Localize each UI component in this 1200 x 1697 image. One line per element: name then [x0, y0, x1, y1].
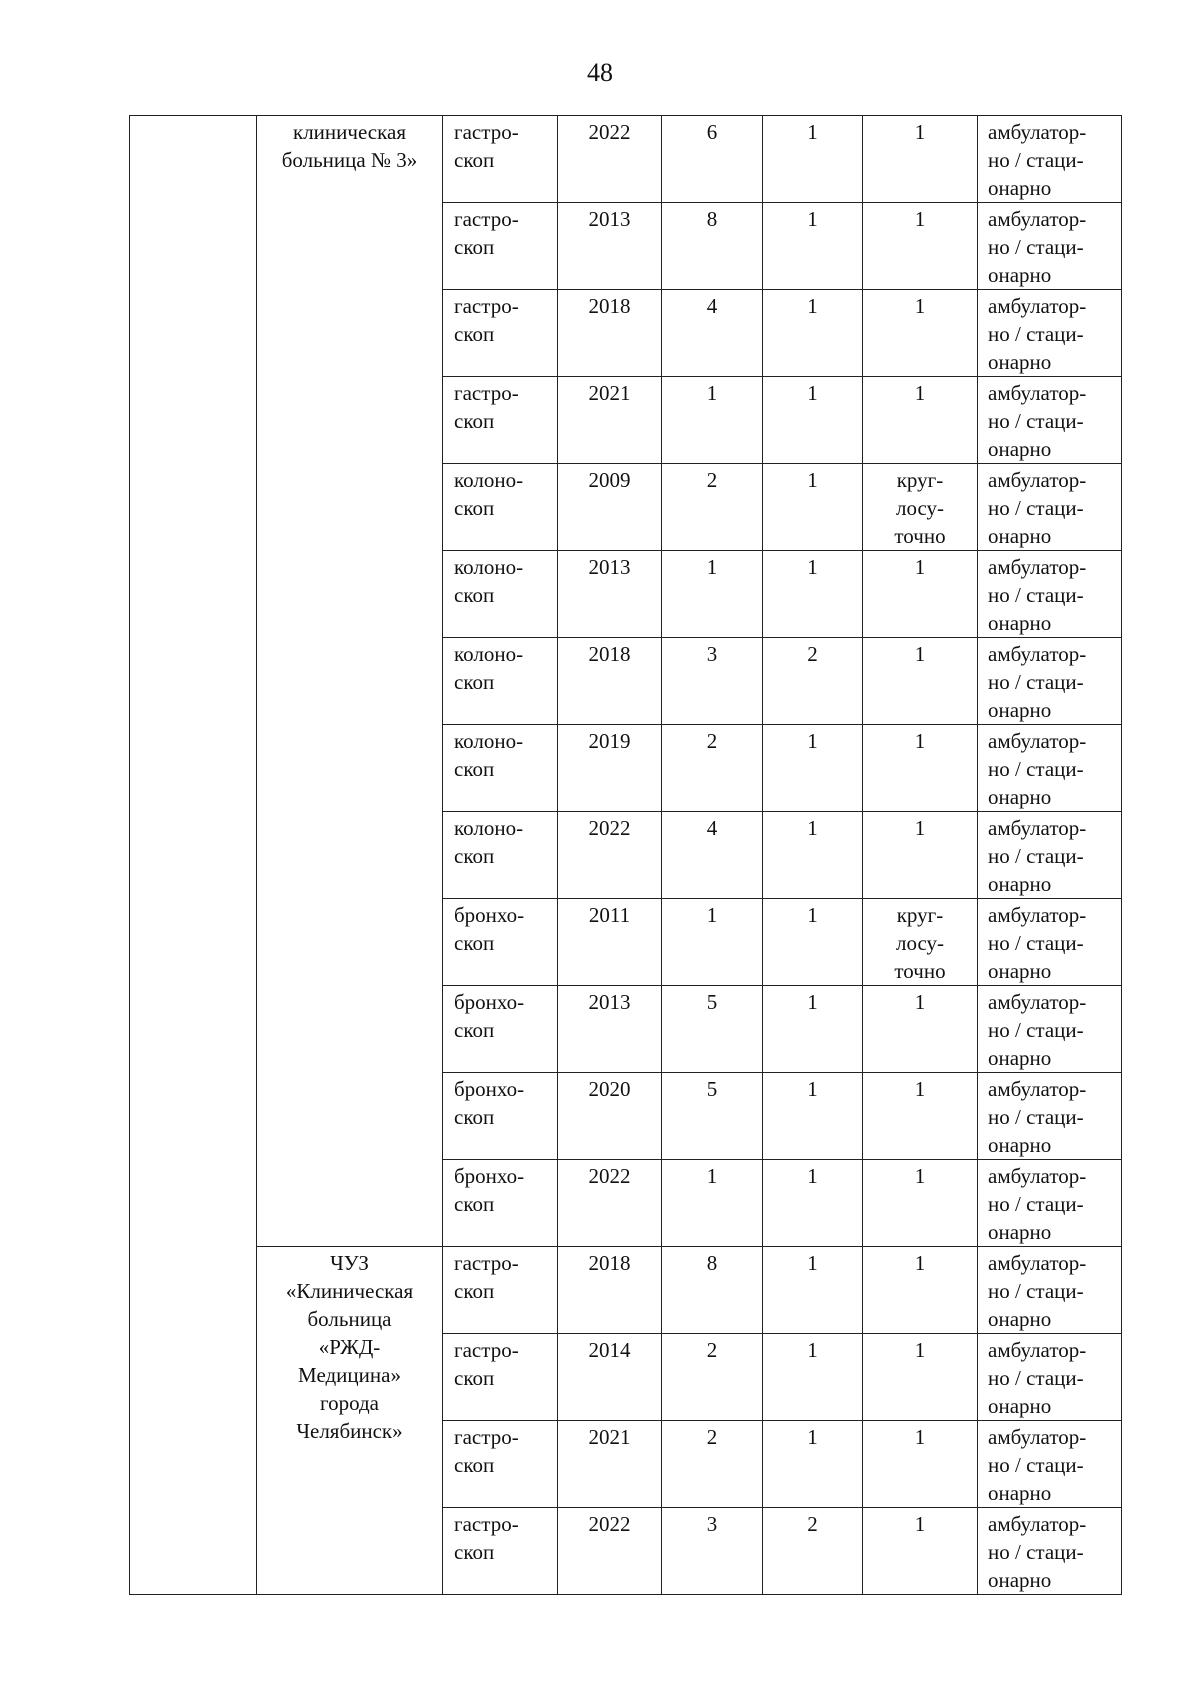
schedule-cell	[863, 203, 978, 290]
device-cell	[443, 203, 558, 290]
device-cell-text: колоно- скоп	[454, 729, 524, 781]
mode-cell	[978, 290, 1122, 377]
quantity-cell-text: 2	[706, 1425, 718, 1449]
year-cell-text: 2013	[588, 990, 631, 1014]
quantity-cell-text: 5	[706, 1077, 718, 1101]
schedule-cell-text: 1	[914, 207, 926, 231]
value-cell	[763, 899, 863, 986]
quantity-cell	[662, 1073, 763, 1160]
year-cell-text: 2009	[588, 468, 631, 492]
value-cell-text: 1	[807, 990, 818, 1014]
mode-cell-text: амбулатор- но / стаци- онарно	[988, 1338, 1087, 1418]
schedule-cell	[863, 812, 978, 899]
device-cell	[443, 812, 558, 899]
mode-cell-text: амбулатор- но / стаци- онарно	[988, 1251, 1087, 1331]
year-cell	[558, 1421, 662, 1508]
schedule-cell-text: круг- лосу- точно	[894, 903, 946, 983]
mode-cell-text: амбулатор- но / стаци- онарно	[988, 816, 1087, 896]
year-cell	[558, 986, 662, 1073]
mode-cell-text: амбулатор- но / стаци- онарно	[988, 468, 1087, 548]
value-cell-text: 1	[807, 381, 818, 405]
mode-cell	[978, 1421, 1122, 1508]
device-cell-text: гастро- скоп	[454, 207, 519, 259]
device-cell	[443, 725, 558, 812]
schedule-cell-text: 1	[914, 1164, 926, 1188]
schedule-cell	[863, 464, 978, 551]
schedule-cell	[863, 1160, 978, 1247]
year-cell	[558, 1160, 662, 1247]
page-number: 48	[587, 58, 613, 87]
mode-cell	[978, 812, 1122, 899]
quantity-cell	[662, 1247, 763, 1334]
schedule-cell-text: 1	[914, 1512, 926, 1536]
schedule-cell	[863, 986, 978, 1073]
quantity-cell-text: 3	[706, 1512, 718, 1536]
mode-cell-text: амбулатор- но / стаци- онарно	[988, 1512, 1087, 1592]
device-cell	[443, 1247, 558, 1334]
year-cell-text: 2018	[588, 294, 631, 318]
mode-cell	[978, 986, 1122, 1073]
value-cell-text: 2	[807, 642, 818, 666]
mode-cell-text: амбулатор- но / стаци- онарно	[988, 903, 1087, 983]
year-cell-text: 2021	[588, 1425, 631, 1449]
mode-cell	[978, 1508, 1122, 1595]
quantity-cell-text: 5	[706, 990, 718, 1014]
value-cell	[763, 1421, 863, 1508]
value-cell	[763, 986, 863, 1073]
year-cell-text: 2022	[588, 120, 631, 144]
device-cell	[443, 638, 558, 725]
value-cell	[763, 725, 863, 812]
device-cell-text: колоно- скоп	[454, 555, 524, 607]
schedule-cell	[863, 1508, 978, 1595]
quantity-cell	[662, 464, 763, 551]
schedule-cell	[863, 551, 978, 638]
device-cell	[443, 377, 558, 464]
year-cell-text: 2022	[588, 1164, 631, 1188]
value-cell-text: 1	[807, 1425, 818, 1449]
mode-cell	[978, 464, 1122, 551]
value-cell-text: 1	[807, 1338, 818, 1362]
year-cell-text: 2018	[588, 1251, 631, 1275]
device-cell-text: бронхо- скоп	[454, 1164, 525, 1216]
device-cell	[443, 116, 558, 203]
device-cell	[443, 290, 558, 377]
organization-name: клиническая больница № 3»	[281, 120, 418, 172]
device-cell-text: гастро- скоп	[454, 120, 519, 172]
device-cell	[443, 464, 558, 551]
device-cell	[443, 1508, 558, 1595]
mode-cell	[978, 1334, 1122, 1421]
value-cell-text: 1	[807, 903, 818, 927]
value-cell	[763, 1508, 863, 1595]
device-cell	[443, 1421, 558, 1508]
schedule-cell	[863, 377, 978, 464]
equipment-table	[129, 115, 1122, 1595]
value-cell	[763, 203, 863, 290]
value-cell-text: 1	[807, 1077, 818, 1101]
year-cell	[558, 899, 662, 986]
mode-cell	[978, 203, 1122, 290]
year-cell	[558, 1247, 662, 1334]
value-cell	[763, 116, 863, 203]
quantity-cell	[662, 1160, 763, 1247]
quantity-cell-text: 2	[706, 468, 718, 492]
quantity-cell-text: 1	[706, 555, 718, 579]
device-cell-text: колоно- скоп	[454, 468, 524, 520]
year-cell	[558, 203, 662, 290]
value-cell	[763, 812, 863, 899]
schedule-cell-text: 1	[914, 1077, 926, 1101]
device-cell	[443, 986, 558, 1073]
year-cell-text: 2021	[588, 381, 631, 405]
device-cell-text: колоно- скоп	[454, 816, 524, 868]
quantity-cell-text: 1	[706, 1164, 718, 1188]
year-cell	[558, 725, 662, 812]
schedule-cell	[863, 1334, 978, 1421]
device-cell-text: гастро- скоп	[454, 381, 519, 433]
value-cell	[763, 464, 863, 551]
quantity-cell	[662, 812, 763, 899]
device-cell-text: гастро- скоп	[454, 294, 519, 346]
year-cell	[558, 551, 662, 638]
schedule-cell	[863, 1073, 978, 1160]
schedule-cell	[863, 1421, 978, 1508]
device-cell-text: гастро- скоп	[454, 1512, 519, 1564]
schedule-cell	[863, 116, 978, 203]
quantity-cell-text: 4	[706, 816, 718, 840]
mode-cell	[978, 638, 1122, 725]
value-cell	[763, 1247, 863, 1334]
mode-cell-text: амбулатор- но / стаци- онарно	[988, 1077, 1087, 1157]
quantity-cell-text: 2	[706, 1338, 718, 1362]
table-row	[130, 116, 1122, 203]
quantity-cell	[662, 1421, 763, 1508]
schedule-cell-text: 1	[914, 120, 926, 144]
year-cell	[558, 1508, 662, 1595]
mode-cell	[978, 1247, 1122, 1334]
schedule-cell-text: 1	[914, 729, 926, 753]
device-cell-text: бронхо- скоп	[454, 990, 525, 1042]
year-cell	[558, 1073, 662, 1160]
organization-name: ЧУЗ «Клиническая больница «РЖД- Медицина» города Челябинск»	[285, 1251, 414, 1443]
mode-cell-text: амбулатор- но / стаци- онарно	[988, 120, 1087, 200]
quantity-cell-text: 1	[706, 381, 718, 405]
mode-cell	[978, 116, 1122, 203]
device-cell	[443, 1160, 558, 1247]
year-cell	[558, 377, 662, 464]
mode-cell	[978, 377, 1122, 464]
value-cell	[763, 1160, 863, 1247]
schedule-cell-text: 1	[914, 990, 926, 1014]
year-cell-text: 2019	[588, 729, 631, 753]
schedule-cell-text: 1	[914, 294, 926, 318]
value-cell-text: 1	[807, 120, 818, 144]
value-cell	[763, 1073, 863, 1160]
device-cell-text: колоно- скоп	[454, 642, 524, 694]
schedule-cell-text: 1	[914, 1251, 926, 1275]
value-cell-text: 1	[807, 294, 818, 318]
equipment-table-body	[130, 116, 1122, 1595]
value-cell-text: 1	[807, 1164, 818, 1188]
year-cell	[558, 812, 662, 899]
mode-cell	[978, 551, 1122, 638]
quantity-cell	[662, 551, 763, 638]
mode-cell-text: амбулатор- но / стаци- онарно	[988, 1425, 1087, 1505]
schedule-cell-text: 1	[914, 816, 926, 840]
year-cell	[558, 290, 662, 377]
mode-cell	[978, 1073, 1122, 1160]
year-cell-text: 2020	[588, 1077, 631, 1101]
year-cell-text: 2011	[588, 903, 631, 927]
quantity-cell-text: 1	[706, 903, 718, 927]
quantity-cell	[662, 290, 763, 377]
quantity-cell	[662, 899, 763, 986]
year-cell-text: 2022	[588, 816, 631, 840]
quantity-cell	[662, 203, 763, 290]
schedule-cell	[863, 1247, 978, 1334]
mode-cell-text: амбулатор- но / стаци- онарно	[988, 1164, 1087, 1244]
quantity-cell	[662, 986, 763, 1073]
quantity-cell-text: 2	[706, 729, 718, 753]
quantity-cell-text: 8	[706, 1251, 718, 1275]
value-cell	[763, 1334, 863, 1421]
organization-cell	[257, 116, 443, 1247]
schedule-cell-text: 1	[914, 1338, 926, 1362]
mode-cell	[978, 899, 1122, 986]
value-cell-text: 1	[807, 816, 818, 840]
year-cell	[558, 1334, 662, 1421]
value-cell	[763, 290, 863, 377]
value-cell-text: 1	[807, 207, 818, 231]
device-cell	[443, 551, 558, 638]
value-cell-text: 1	[807, 555, 818, 579]
mode-cell-text: амбулатор- но / стаци- онарно	[988, 990, 1087, 1070]
quantity-cell	[662, 638, 763, 725]
schedule-cell	[863, 725, 978, 812]
schedule-cell-text: 1	[914, 381, 926, 405]
quantity-cell	[662, 725, 763, 812]
schedule-cell-text: круг- лосу- точно	[894, 468, 946, 548]
device-cell	[443, 1334, 558, 1421]
value-cell-text: 1	[807, 468, 818, 492]
year-cell	[558, 638, 662, 725]
blank-cell	[130, 116, 257, 1595]
value-cell	[763, 377, 863, 464]
year-cell	[558, 116, 662, 203]
device-cell-text: бронхо- скоп	[454, 903, 525, 955]
mode-cell-text: амбулатор- но / стаци- онарно	[988, 207, 1087, 287]
year-cell	[558, 464, 662, 551]
quantity-cell-text: 3	[706, 642, 718, 666]
quantity-cell-text: 6	[706, 120, 718, 144]
year-cell-text: 2014	[588, 1338, 631, 1362]
device-cell-text: гастро- скоп	[454, 1338, 519, 1390]
value-cell-text: 1	[807, 1251, 818, 1275]
year-cell-text: 2013	[588, 207, 631, 231]
value-cell	[763, 638, 863, 725]
quantity-cell	[662, 377, 763, 464]
schedule-cell	[863, 290, 978, 377]
mode-cell-text: амбулатор- но / стаци- онарно	[988, 555, 1087, 635]
device-cell	[443, 899, 558, 986]
schedule-cell-text: 1	[914, 642, 926, 666]
quantity-cell-text: 8	[706, 207, 718, 231]
mode-cell	[978, 725, 1122, 812]
device-cell-text: гастро- скоп	[454, 1425, 519, 1477]
schedule-cell	[863, 638, 978, 725]
mode-cell	[978, 1160, 1122, 1247]
quantity-cell	[662, 1334, 763, 1421]
organization-cell	[257, 1247, 443, 1595]
mode-cell-text: амбулатор- но / стаци- онарно	[988, 729, 1087, 809]
schedule-cell-text: 1	[914, 555, 926, 579]
year-cell-text: 2013	[588, 555, 631, 579]
device-cell	[443, 1073, 558, 1160]
year-cell-text: 2018	[588, 642, 631, 666]
value-cell-text: 1	[807, 729, 818, 753]
year-cell-text: 2022	[588, 1512, 631, 1536]
mode-cell-text: амбулатор- но / стаци- онарно	[988, 294, 1087, 374]
mode-cell-text: амбулатор- но / стаци- онарно	[988, 642, 1087, 722]
quantity-cell-text: 4	[706, 294, 718, 318]
table-row	[130, 1247, 1122, 1334]
value-cell-text: 2	[807, 1512, 818, 1536]
mode-cell-text: амбулатор- но / стаци- онарно	[988, 381, 1087, 461]
device-cell-text: гастро- скоп	[454, 1251, 519, 1303]
schedule-cell-text: 1	[914, 1425, 926, 1449]
value-cell	[763, 551, 863, 638]
schedule-cell	[863, 899, 978, 986]
device-cell-text: бронхо- скоп	[454, 1077, 525, 1129]
quantity-cell	[662, 116, 763, 203]
quantity-cell	[662, 1508, 763, 1595]
